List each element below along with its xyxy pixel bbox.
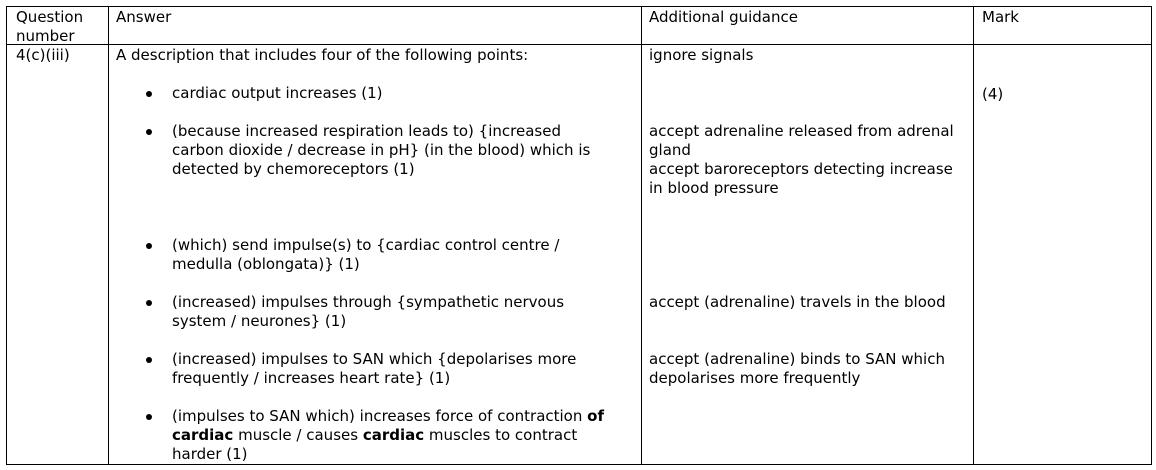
table-border-right <box>1151 6 1152 465</box>
point-2-line-1: (because increased respiration leads to) {increased <box>172 122 561 140</box>
bullet-point-5 <box>146 357 152 363</box>
guidance-4-line-1: accept (adrenaline) binds to SAN which <box>649 350 945 368</box>
column-divider-1 <box>108 6 109 465</box>
guidance-3 <box>649 293 946 312</box>
point-6-line-3-part-1: harder (1) <box>172 445 248 463</box>
guidance-4 <box>649 350 945 388</box>
answer-point-1 <box>172 84 383 103</box>
answer-point-6 <box>172 407 604 464</box>
bullet-point-4 <box>146 300 152 306</box>
point-6-line-2-part-3: cardiac <box>362 426 425 444</box>
answer-intro: A description that includes four of the following points: <box>116 46 529 64</box>
header-additional-guidance: Additional guidance <box>649 8 798 26</box>
point-3-line-1: (which) send impulse(s) to {cardiac control centre / <box>172 236 560 254</box>
point-4-line-1: (increased) impulses through {sympathetic nervous <box>172 293 565 311</box>
point-2-line-2: carbon dioxide / decrease in pH} (in the blood) which is <box>172 141 591 159</box>
point-5-line-1: (increased) impulses to SAN which {depolarises more <box>172 350 577 368</box>
point-3-line-2: medulla (oblongata)} (1) <box>172 255 360 273</box>
guidance-2-line-1: accept adrenaline released from adrenal <box>649 122 954 140</box>
guidance-1 <box>649 46 753 65</box>
point-4-line-2: system / neurones} (1) <box>172 312 347 330</box>
point-6-line-2-part-4: muscles to contract <box>424 426 578 444</box>
point-2-line-3: detected by chemoreceptors (1) <box>172 160 415 178</box>
point-6-line-1-part-1: (impulses to SAN which) increases force of contraction <box>172 407 588 425</box>
header-divider <box>6 44 1152 45</box>
point-6-line-2 <box>172 426 604 445</box>
guidance-2-line-3: accept baroreceptors detecting increase <box>649 160 953 178</box>
point-6-line-2-part-2: muscle / causes <box>233 426 363 444</box>
point-5-line-2: frequently / increases heart rate} (1) <box>172 369 451 387</box>
column-divider-3 <box>973 6 974 465</box>
table-border-left <box>6 6 7 465</box>
answer-point-3 <box>172 236 559 274</box>
point-6-line-3 <box>172 445 604 464</box>
header-question-line-2: number <box>16 27 75 45</box>
bullet-point-2 <box>146 129 152 135</box>
bullet-point-1 <box>146 91 152 97</box>
guidance-2-line-2: gland <box>649 141 691 159</box>
guidance-2-line-4: in blood pressure <box>649 179 779 197</box>
answer-point-2 <box>172 122 590 179</box>
point-1-line-1: cardiac output increases (1) <box>172 84 383 102</box>
header-question-number <box>16 8 83 46</box>
guidance-2 <box>649 122 954 198</box>
bullet-point-6 <box>146 414 152 420</box>
header-answer: Answer <box>116 8 172 26</box>
column-divider-2 <box>641 6 642 465</box>
answer-point-4 <box>172 293 564 331</box>
header-mark: Mark <box>982 8 1019 26</box>
point-6-line-1-part-2: of <box>587 407 604 425</box>
guidance-4-line-2: depolarises more frequently <box>649 369 861 387</box>
table-border-top <box>6 6 1152 7</box>
guidance-1-line-1: ignore signals <box>649 46 754 64</box>
answer-point-5 <box>172 350 576 388</box>
guidance-3-line-1: accept (adrenaline) travels in the blood <box>649 293 946 311</box>
question-number: 4(c)(iii) <box>16 46 70 64</box>
header-question-line-1: Question <box>16 8 84 26</box>
table-border-bottom <box>6 464 1152 465</box>
mark-value: (4) <box>982 85 1004 103</box>
point-6-line-1 <box>172 407 604 426</box>
bullet-point-3 <box>146 243 152 249</box>
point-6-line-2-part-1: cardiac <box>172 426 234 444</box>
